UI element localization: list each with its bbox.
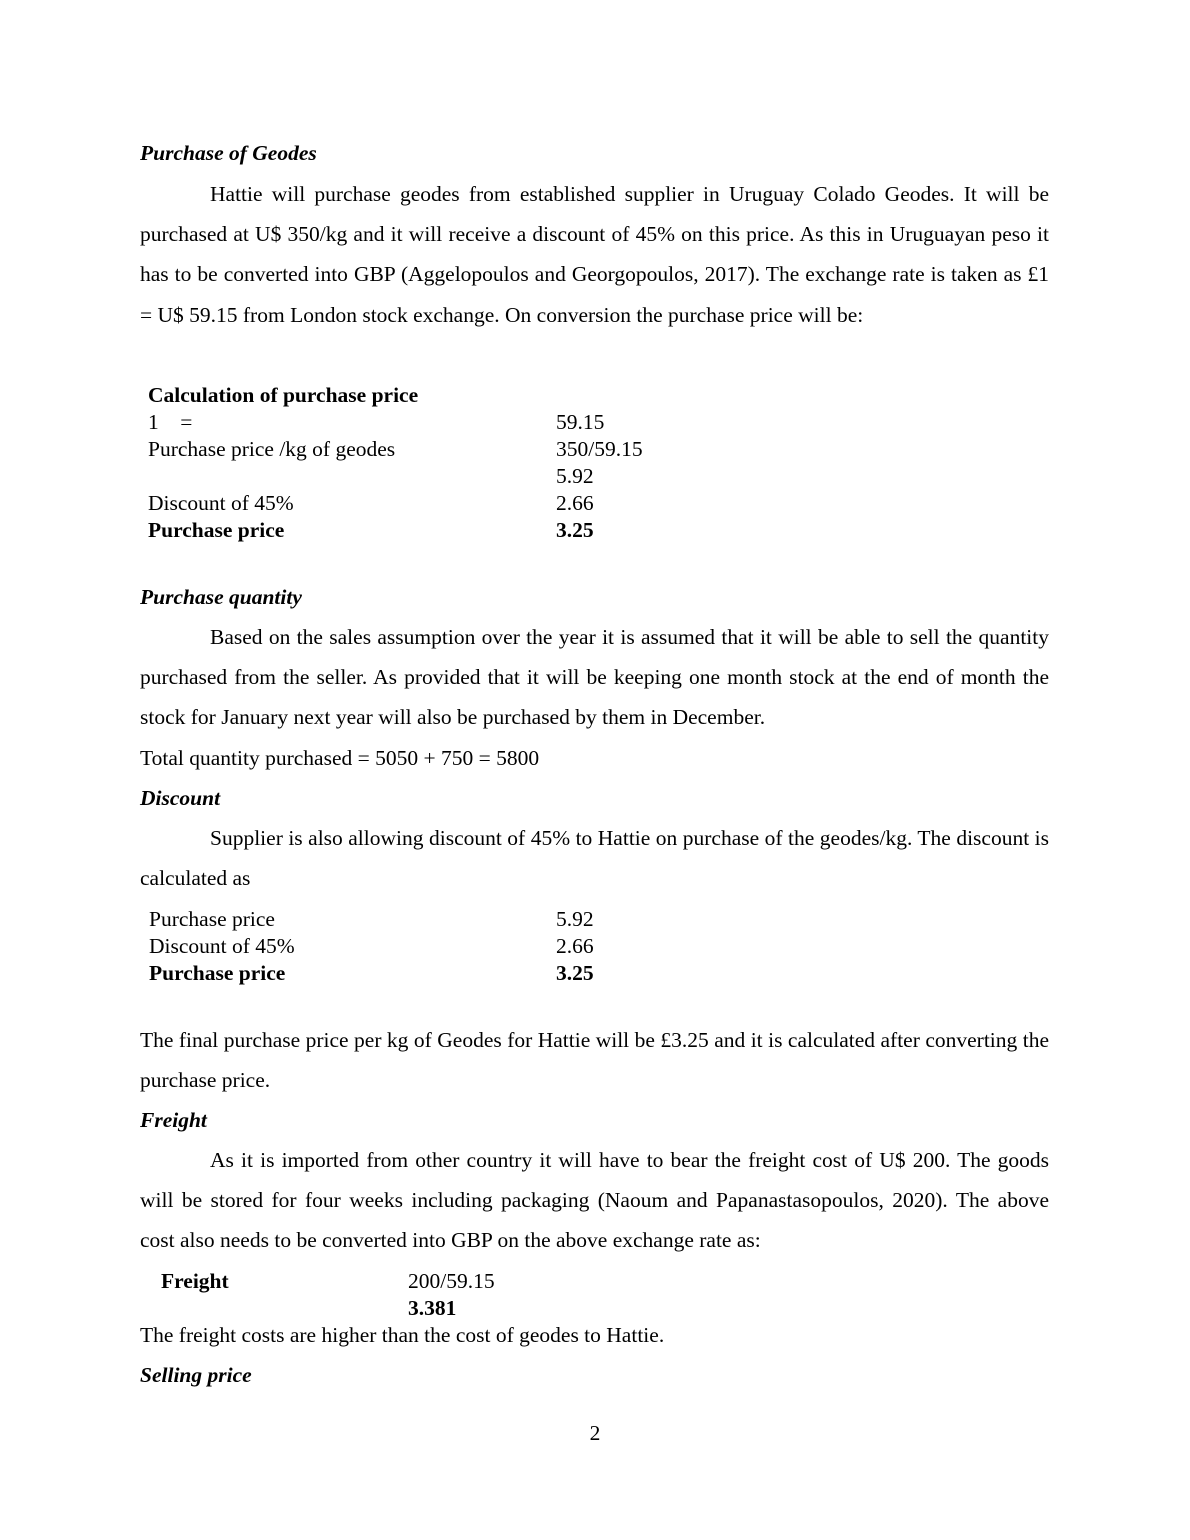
table-row-value: 3.25	[556, 518, 594, 542]
table-row-value: 59.15	[556, 410, 605, 434]
table-row-label: Discount of 45%	[149, 934, 295, 958]
freight-label: Freight	[161, 1269, 229, 1293]
table-row-value: 5.92	[556, 907, 594, 931]
paragraph-discount-conclusion: The final purchase price per kg of Geodes for Hattie will be £3.25 and it is calculated after converting the purchase price.	[140, 1028, 1049, 1093]
paragraph-freight: As it is imported from other country it will have to bear the freight cost of U$ 200. The goods will be stored for four weeks including packaging (Naoum and Papanastasopoulos, 2020). The above cost also needs to be converted into GBP on the above exchange rate as:	[140, 1148, 1049, 1253]
total-quantity-line: Total quantity purchased = 5050 + 750 = 5800	[140, 746, 540, 770]
table-row-label: 1 =	[148, 410, 193, 434]
table-row-value: 2.66	[556, 934, 594, 958]
paragraph-discount: Supplier is also allowing discount of 45% to Hattie on purchase of the geodes/kg. The discount is calculated as	[140, 826, 1049, 891]
page-number: 2	[589, 1421, 601, 1445]
freight-conclusion: The freight costs are higher than the cost of geodes to Hattie.	[140, 1323, 665, 1347]
heading-selling-price: Selling price	[140, 1363, 252, 1387]
table-title: Calculation of purchase price	[148, 383, 419, 407]
table-row-value: 5.92	[556, 464, 594, 488]
heading-discount: Discount	[140, 786, 221, 810]
table-row-label: Purchase price	[149, 961, 286, 985]
table-row-label: Purchase price /kg of geodes	[148, 437, 396, 461]
table-row-label: Purchase price	[149, 907, 275, 931]
heading-purchase-of-geodes: Purchase of Geodes	[140, 141, 317, 165]
table-row-value: 350/59.15	[556, 437, 643, 461]
heading-freight: Freight	[140, 1108, 207, 1132]
freight-result: 3.381	[408, 1296, 457, 1320]
paragraph-purchase-of-geodes: Hattie will purchase geodes from established supplier in Uruguay Colado Geodes. It will be purchased at U$ 350/kg and it will receive a discount of 45% on this price. As this in Uruguayan peso it has to be converted into GBP (Aggelopoulos and Georgopoulos, 2017). The exchange rate is taken as £1 = U$ 59.15 from London stock exchange. On conversion the purchase price will be:	[140, 182, 1049, 327]
table-row-value: 2.66	[556, 491, 594, 515]
paragraph-purchase-quantity: Based on the sales assumption over the year it is assumed that it will be able to sell the quantity purchased from the seller. As provided that it will be keeping one month stock at the end of month the stock for January next year will also be purchased by them in December.	[140, 625, 1049, 730]
table-row-label: Purchase price	[148, 518, 285, 542]
heading-purchase-quantity: Purchase quantity	[140, 585, 302, 609]
table-row-label: Discount of 45%	[148, 491, 294, 515]
freight-formula: 200/59.15	[408, 1269, 495, 1293]
table-row-value: 3.25	[556, 961, 594, 985]
